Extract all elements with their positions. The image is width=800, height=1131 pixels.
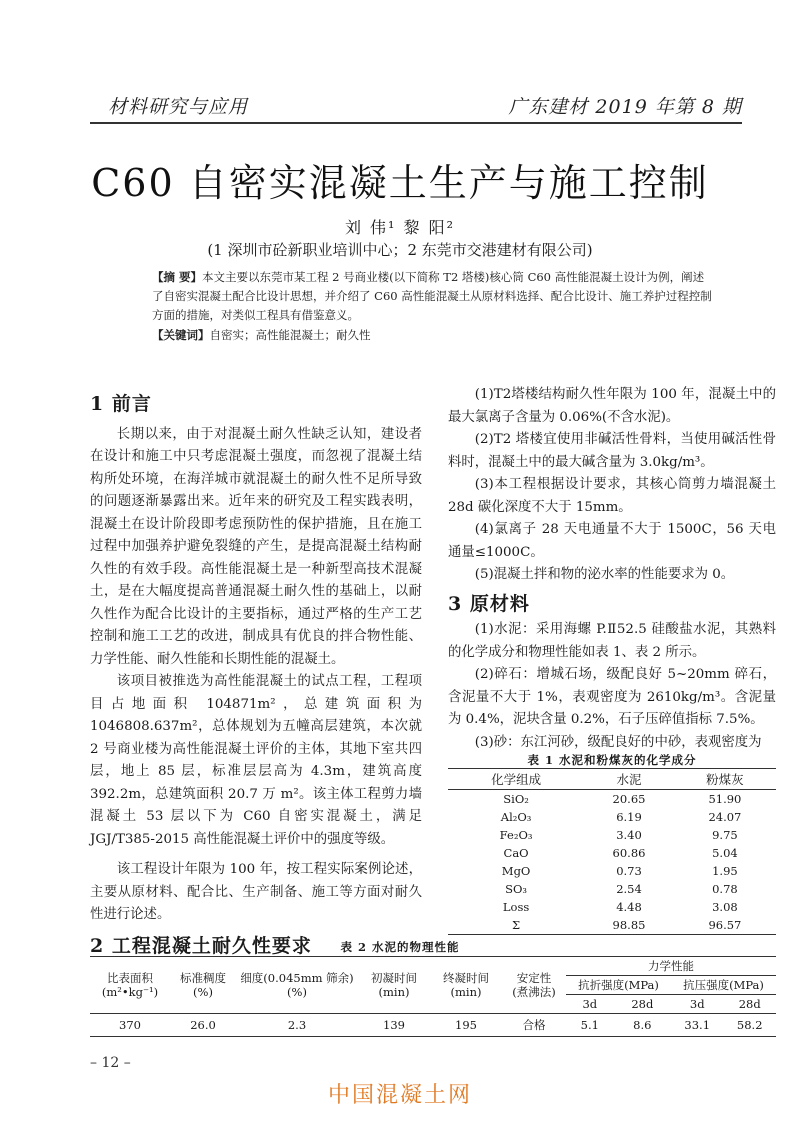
table-1-row: [448, 898, 776, 916]
author-affiliation: (1 深圳市砼新职业培训中心；2 东莞市交港建材有限公司): [207, 241, 593, 259]
table-1-row: [448, 844, 776, 862]
table-1-row: [448, 880, 776, 898]
table-1-cell: Loss: [502, 900, 530, 914]
keywords: [152, 326, 712, 345]
table-1-row: [448, 862, 776, 880]
table-2-cell: 8.6: [633, 1018, 652, 1032]
table-2-header: 初凝时间 (min): [358, 957, 430, 1014]
table-1-row: [448, 808, 776, 826]
table-2-cell: 139: [383, 1018, 405, 1032]
abstract-label: 【摘 要】: [152, 270, 203, 284]
durability-item-2: (2)T2 塔楼宜使用非碱活性骨料，当使用碱活性骨料时，混凝土中的最大碱含量为 3.0kg/m³。: [448, 432, 776, 470]
table-1-cell: 4.48: [616, 900, 642, 914]
table-1-caption: 表 1 水泥和粉煤灰的化学成分: [527, 753, 697, 767]
material-item-1: (1)水泥：采用海螺 P.Ⅱ52.5 硅酸盐水泥，其熟料的化学成分和物理性能如表 1、表 2 所示。: [448, 622, 776, 660]
table-2-cell: 26.0: [190, 1018, 216, 1032]
header-rule: [90, 122, 742, 124]
table-2-header: 比表面积 (m²•kg⁻¹): [90, 957, 170, 1014]
durability-item-4: (4)氯离子 28 天电通量不大于 1500C，56 天电通量≤1000C。: [448, 522, 776, 560]
table-1-cell: SiO₂: [503, 792, 529, 806]
table-1-cell: 24.07: [708, 810, 742, 824]
table-1-cell: 0.73: [616, 864, 642, 878]
durability-item-1: (1)T2塔楼结构耐久性年限为 100 年，混凝土中的最大氯离子含量为 0.06%(不含水泥)。: [448, 387, 776, 425]
table-2-header: 抗折强度(MPa): [566, 976, 671, 995]
table-1-row: [448, 790, 776, 809]
table-2-header: 终凝时间 (min): [430, 957, 502, 1014]
table-1-cell: 5.04: [712, 846, 738, 860]
table-1-cell: 96.57: [674, 916, 776, 935]
table-2-header: 标准稠度 (%): [170, 957, 236, 1014]
abstract-text: 本文主要以东莞市某工程 2 号商业楼(以下简称 T2 塔楼)核心筒 C60 高性能混凝土设计为例，阐述了自密实混凝土配合比设计思想，并介绍了 C60 高性能混凝土从原材料选择、配合比设计、施工养护过程控制方面的措施，对类似工程具有借鉴意义。: [152, 270, 712, 322]
table-2-cell: 370: [119, 1018, 141, 1032]
table-1-cell: MgO: [501, 864, 531, 878]
table-2-cell: 33.1: [684, 1018, 711, 1032]
table-1-cell: Al₂O₃: [500, 810, 532, 824]
table-1-cell: SO₃: [505, 882, 528, 896]
abstract: [152, 268, 712, 325]
table-1-header: 粉煤灰: [674, 769, 776, 790]
article-title: C60 自密实混凝土生产与施工控制: [91, 161, 709, 205]
table-1-cell: CaO: [503, 846, 529, 860]
table-1-cell: Fe₂O₃: [499, 828, 533, 842]
table-1-cell: 2.54: [616, 882, 642, 896]
table-2: [90, 956, 776, 1037]
article-authors: 刘 伟¹ 黎 阳²: [344, 218, 456, 237]
section-1-para-3: 该工程设计年限为 100 年，按工程实际案例论述，主要从原材料、配合比、生产制备、施工等方面对耐久性进行论述。: [90, 862, 422, 922]
section-1-para-2: 该项目被推选为高性能混凝土的试点工程，工程项目占地面积 104871m²，总建筑面积为 1046808.637m²，总体规划为五幢高层建筑，本次就 2 号商业楼为高性能混凝土评价的主体，其地下室共四层，地上 85 层，标准层层高为 4.3m，建筑高度 392.2m，总建筑面积 20.7 万 m²。该主体工程剪力墙混凝土 53 层以下为 C60 自密实混凝土，满足 JGJ/T385-2015 高性能混凝土评价中的强度等级。: [90, 674, 422, 847]
section-1-heading: 1 前言: [90, 393, 152, 415]
table-1-cell: 0.78: [712, 882, 738, 896]
table-2-header: 3d: [566, 995, 614, 1014]
page-number: – 12 –: [90, 1055, 131, 1071]
table-1-cell: 9.75: [712, 828, 738, 842]
table-2-cell: 58.2: [736, 1018, 763, 1032]
table-1-cell: 51.90: [708, 792, 742, 806]
table-2-header: 28d: [614, 995, 671, 1014]
table-1-row: [448, 826, 776, 844]
table-2-caption: 表 2 水泥的物理性能: [340, 940, 460, 954]
journal-section-label: 材料研究与应用: [108, 96, 249, 118]
table-2-cell: 195: [455, 1018, 477, 1032]
keywords-label: 【关键词】: [152, 328, 210, 342]
section-3-heading: 3 原材料: [448, 592, 530, 615]
table-1-cell: 98.85: [584, 916, 674, 935]
table-1-cell: 60.86: [612, 846, 646, 860]
table-2-row: [90, 1014, 776, 1037]
table-2-cell: 2.3: [287, 1018, 307, 1032]
table-2-header: 抗压强度(MPa): [671, 976, 776, 995]
durability-item-3: (3)本工程根据设计要求，其核心筒剪力墙混凝土 28d 碳化深度不大于 15mm。: [448, 477, 776, 515]
table-2-header: 力学性能: [566, 957, 776, 976]
table-1-header: 化学组成: [448, 769, 584, 790]
durability-item-5: (5)混凝土拌和物的泌水率的性能要求为 0。: [474, 567, 735, 582]
table-1-cell: 6.19: [616, 810, 642, 824]
table-2-header: 安定性 (煮沸法): [502, 957, 566, 1014]
keywords-text: 自密实；高性能混凝土；耐久性: [209, 328, 371, 342]
material-item-2: (2)碎石：增城石场，级配良好 5~20mm 碎石，含泥量不大于 1%，表观密度为 2610kg/m³。含泥量为 0.4%，泥块含量 0.2%，石子压碎值指标 7.5%。: [448, 667, 776, 727]
table-1-cell: 3.08: [712, 900, 738, 914]
table-1-cell: 1.95: [712, 864, 738, 878]
table-1-row: [448, 916, 776, 935]
material-item-3: (3)砂：东江河砂，级配良好的中砂，表观密度为: [474, 734, 762, 750]
table-2-header: 28d: [723, 995, 776, 1014]
table-1-header: 水泥: [584, 769, 674, 790]
site-watermark: 中国混凝土网: [327, 1083, 472, 1108]
table-2-header: 3d: [671, 995, 723, 1014]
table-1-cell: Σ: [448, 916, 584, 935]
section-2-heading: 2 工程混凝土耐久性要求: [90, 934, 312, 957]
table-2-header: 细度(0.045mm 筛余) (%): [236, 957, 358, 1014]
journal-issue-label: 广东建材 2019 年第 8 期: [508, 96, 742, 118]
table-1-cell: 20.65: [612, 792, 646, 806]
table-2-cell: 合格: [522, 1018, 546, 1032]
section-1-para-1: 长期以来，由于对混凝土耐久性缺乏认知，建设者在设计和施工中只考虑混凝土强度，而忽视了混凝土结构所处环境，在海洋城市就混凝土的耐久性不足所导致的问题逐渐暴露出来。近年来的研究及工程实践表明，混凝土在设计阶段即考虑预防性的保护措施，且在施工过程中加强养护避免裂缝的产生，是提高混凝土结构耐久性的有效手段。高性能混凝土是一种新型高技术混凝土，是在大幅度提高普通混凝土耐久性的基础上，以耐久性作为配合比设计的主要指标，通过严格的生产工艺控制和施工工艺的改进，制成具有优良的拌合物性能、力学性能、耐久性能和长期性能的混凝土。: [90, 426, 422, 667]
left-column: [90, 393, 422, 957]
table-2-cell: 5.1: [580, 1018, 599, 1032]
table-1: [448, 768, 776, 935]
table-1-cell: 3.40: [616, 828, 642, 842]
right-column: [448, 384, 776, 754]
